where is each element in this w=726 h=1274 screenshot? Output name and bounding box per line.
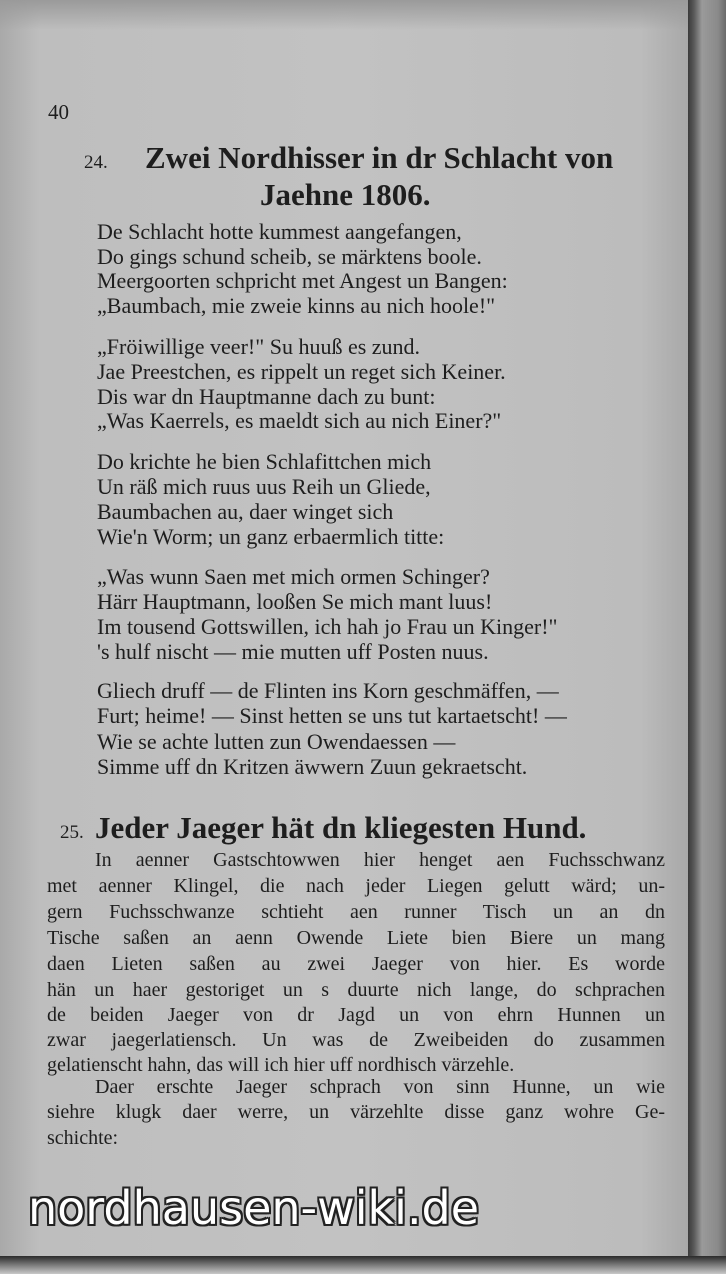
scan-bottom-edge [0,1256,726,1274]
prose-line: schichte: [47,1127,119,1149]
verse-line: Wie'n Worm; un ganz erbaermlich titte: [97,524,445,549]
verse-line: „Was Kaerrels, es maeldt sich au nich Einer?" [97,408,502,433]
verse-line: „Baumbach, mie zweie kinns au nich hoole!" [97,293,496,318]
section-24-title-line1: Zwei Nordhisser in dr Schlacht von [145,140,614,175]
prose-line: hän un haer gestoriget un s duurte nich lange, do schprachen [47,979,665,1001]
book-spine-edge [688,0,726,1274]
prose-line: In aenner Gastschtowwen hier henget aen Fuchsschwanz [95,849,665,871]
verse-line: Härr Hauptmann, looßen Se mich mant luus! [97,589,493,614]
verse-line: Dis war dn Hauptmanne dach zu bunt: [97,384,436,409]
verse-line: Wie se achte lutten zun Owendaessen — [97,729,456,754]
section-25-number: 25. [60,822,84,843]
verse-line: Jae Preestchen, es rippelt un reget sich Keiner. [97,359,506,384]
prose-line: Daer erschte Jaeger schprach von sinn Hunne, un wie [95,1076,665,1098]
section-24-title-line2: Jaehne 1806. [260,177,431,212]
watermark: nordhausen-wiki.de [28,1181,480,1235]
verse-line: Meergoorten schpricht met Angest un Bangen: [97,268,508,293]
verse-line: Un räß mich ruus uus Reih un Gliede, [97,474,431,499]
verse-line: Do krichte he bien Schlafittchen mich [97,449,432,474]
verse-line: „Fröiwillige veer!" Su huuß es zund. [97,334,421,359]
prose-line: zwar jaegerlatiensch. Un was de Zweibeiden do zusammen [47,1029,665,1051]
verse-line: De Schlacht hotte kummest aangefangen, [97,219,462,244]
verse-line: Im tousend Gottswillen, ich hah jo Frau un Kinger!" [97,614,558,639]
page-shadow [0,0,690,30]
verse-line: „Was wunn Saen met mich ormen Schinger? [97,564,490,589]
page-number: 40 [48,100,69,124]
prose-line: gern Fuchsschwanze schtieht aen runner Tisch un an dn [47,901,665,923]
prose-line: de beiden Jaeger von dr Jagd un von ehrn Hunnen un [47,1004,665,1026]
section-25-title: Jeder Jaeger hät dn kliegesten Hund. [95,810,587,845]
verse-line: Do gings schund scheib, se märktens boole. [97,244,482,269]
verse-line: Simme uff dn Kritzen äwwern Zuun gekraetscht. [97,754,528,779]
prose-line: met aenner Klingel, die nach jeder Liegen gelutt wärd; un- [47,875,665,897]
section-24-number: 24. [84,152,108,173]
verse-line: Furt; heime! — Sinst hetten se uns tut kartaetscht! — [97,703,567,728]
prose-line: siehre klugk daer werre, un värzehlte disse ganz wohre Ge- [47,1101,665,1123]
verse-line: 's hulf nischt — mie mutten uff Posten nuus. [97,639,489,664]
prose-line: daen Lieten saßen au zwei Jaeger von hier. Es worde [47,953,665,975]
prose-line: Tische saßen an aenn Owende Liete bien Biere un mang [47,927,665,949]
verse-line: Baumbachen au, daer winget sich [97,499,394,524]
prose-line: gelatienscht hahn, das will ich hier uff nordhisch värzehle. [47,1054,515,1076]
verse-line: Gliech druff — de Flinten ins Korn geschmäffen, — [97,678,559,703]
